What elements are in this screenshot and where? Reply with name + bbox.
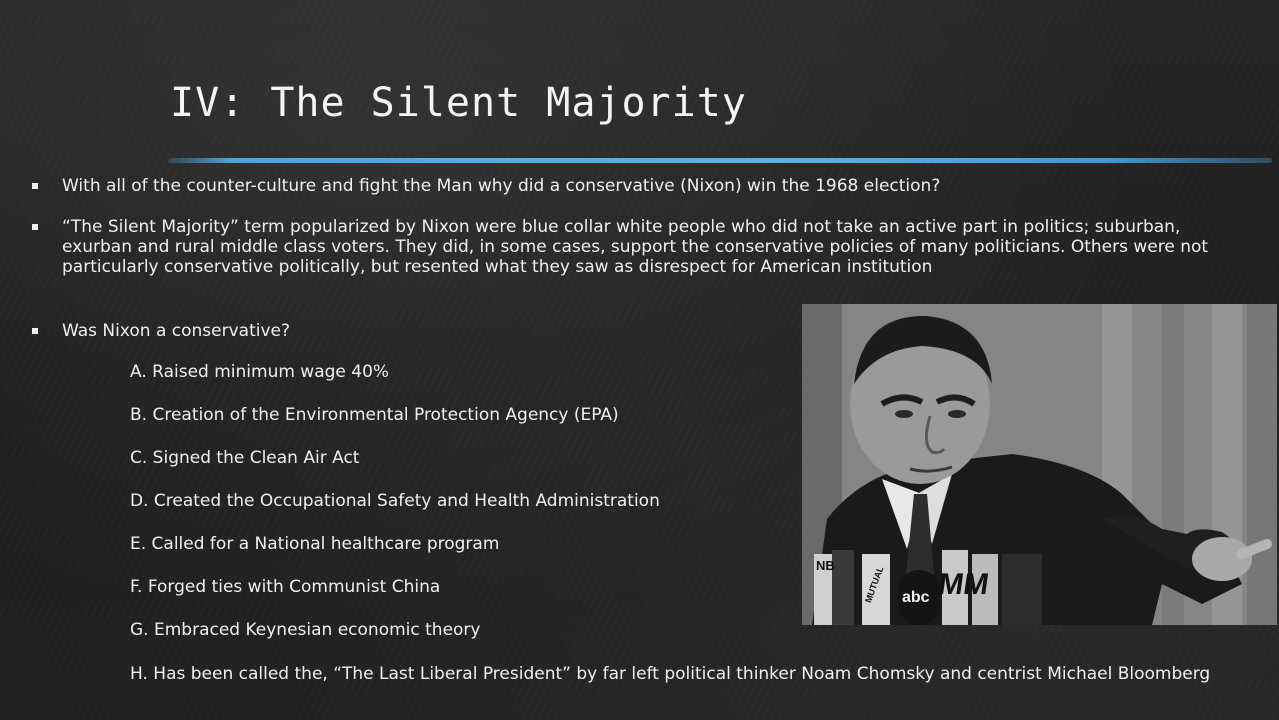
slide-title: IV: The Silent Majority [170,80,747,126]
sub-item: F. Forged ties with Communist China [130,577,441,597]
bullet-text: With all of the counter-culture and fight the Man why did a conservative (Nixon) win the 1968 election? [62,176,941,196]
sub-item: G. Embraced Keynesian economic theory [130,620,481,640]
mic-label: MUTUAL [863,564,886,605]
sub-item: D. Created the Occupational Safety and Health Administration [130,491,660,511]
sub-item: H. Has been called the, “The Last Liberal President” by far left political thinker Noam Chomsky and centrist Michael Bloomberg [130,664,1211,684]
bullet-item [30,217,1232,277]
portrait-illustration [802,304,1277,625]
sub-item: C. Signed the Clean Air Act [130,448,360,468]
bullet-text: “The Silent Majority” term popularized by Nixon were blue collar white people who did not take an active part in politics; suburban, exurban and rural middle class voters. They did, in some cases, support the conservative policies of many politicians. Others were not particularly conservative politically, but resented what they saw as disrespect for American institution [62,217,1209,277]
mic-label: MM [936,568,991,601]
title-underline [168,158,1272,163]
mic-label: NB [816,558,835,573]
bullet-marker-icon [32,328,38,334]
mic-label: abc [902,589,930,606]
nixon-photo [802,304,1277,625]
sub-item: B. Creation of the Environmental Protection Agency (EPA) [130,405,619,425]
bullet-item [30,321,762,341]
bullet-text: Was Nixon a conservative? [62,321,291,341]
sub-item: A. Raised minimum wage 40% [130,362,390,382]
bullet-marker-icon [32,224,38,230]
bullet-marker-icon [32,183,38,189]
sub-item: E. Called for a National healthcare program [130,534,500,554]
bullet-item [30,176,1262,196]
